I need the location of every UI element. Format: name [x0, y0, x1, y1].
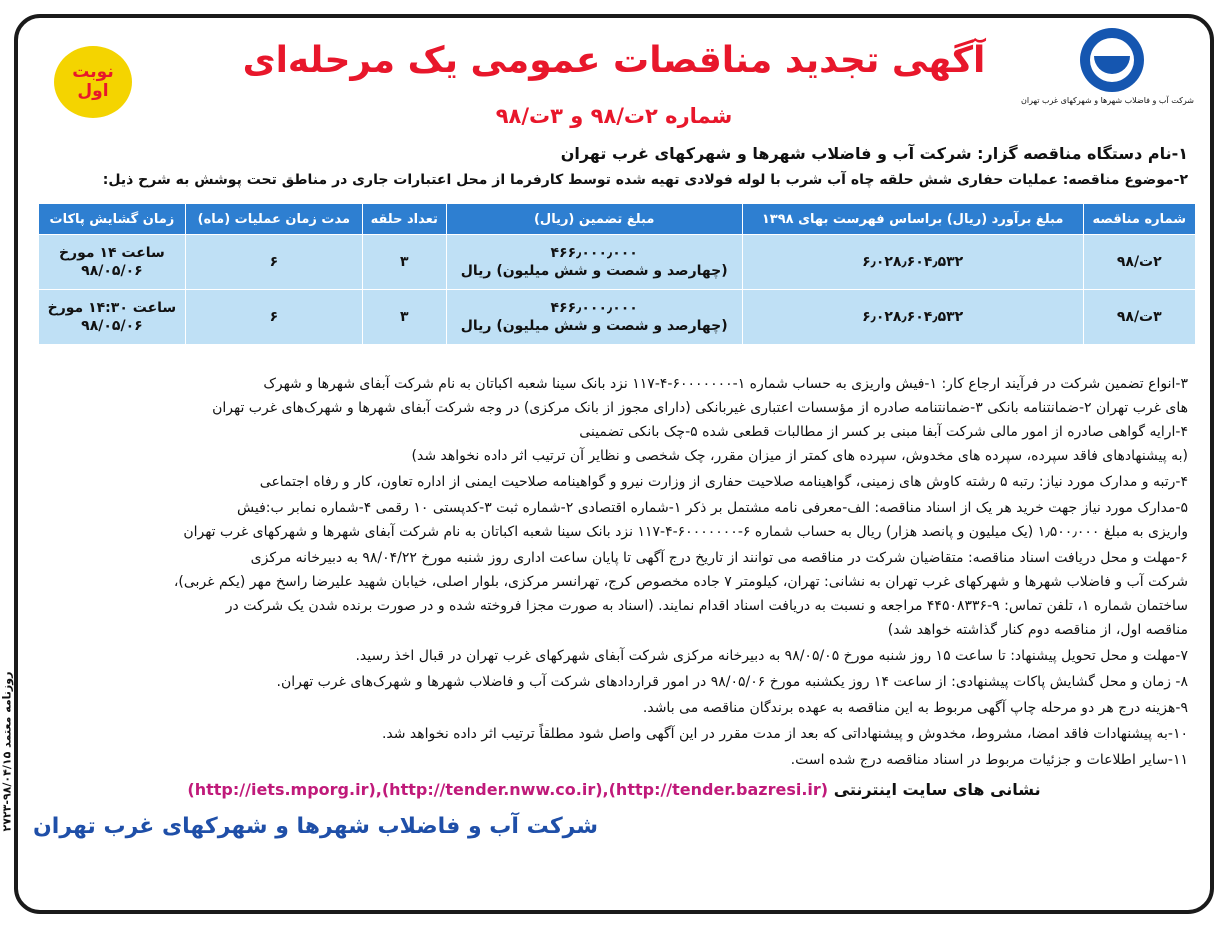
item-11: ۱۱-سایر اطلاعات و جزئیات مربوط در اسناد مناقصه درج شده است.: [790, 752, 1188, 768]
table-header-row: [39, 204, 1196, 235]
footer-company-name: شرکت آب و فاضلاب شهرها و شهرکهای غرب تهران: [33, 814, 598, 839]
item-9: ۹-هزینه درج هر دو مرحله چاپ آگهی مربوط به این مناقصه به عهده برندگان مناقصه می باشد.: [642, 700, 1188, 716]
ad-frame: [14, 14, 1214, 914]
water-drop-logo-icon: [1080, 28, 1144, 92]
item-4: ۴-رتبه و مدارک مورد نیاز: رتبه ۵ رشته کاوش های زمینی، گواهینامه صلاحیت حفاری از وزارت نیرو و گواهینامه صلاحیت ایمنی از اداره تعاون، کار و رفاه اجتماعی: [259, 474, 1188, 490]
cell-rings: ۳: [362, 290, 446, 345]
ad-subtitle: شماره ۲ت/۹۸ و ۳ت/۹۸: [495, 104, 733, 128]
opening-date: ۹۸/۰۵/۰۶: [81, 318, 143, 334]
company-logo: [1021, 28, 1194, 128]
col-header: زمان گشایش پاکات: [39, 204, 186, 235]
guarantee-amount: ۴۶۶٫۰۰۰٫۰۰۰: [550, 300, 638, 316]
col-header: تعداد حلقه: [362, 204, 446, 235]
col-header: مبلغ تضمین (ریال): [446, 204, 742, 235]
opening-time: ساعت ۱۴ مورخ: [58, 245, 165, 261]
item-3-line3: ۴-ارایه گواهی صادره از امور مالی شرکت آبفا مبنی بر کسر از مطالبات قطعی شده ۵-چک بانکی تضمینی: [579, 424, 1188, 440]
website-links: [168, 780, 1060, 799]
item-6-line1: ۶-مهلت و محل دریافت اسناد مناقصه: متقاضیان شرکت در مناقصه می توانند از تاریخ درج آگهی تا پایان ساعت اداری روز شنبه مورخ ۹۸/۰۴/۲۲ به دبیرخانه مرکزی: [250, 550, 1188, 566]
item-6-line2: شرکت آب و فاضلاب شهرها و شهرکهای غرب تهران به نشانی: تهران، کیلومتر ۷ جاده مخصوص کرج، تهرانسر مرکزی، بلوار اصلی، خیابان شهید علیرضا راسخ مهر (یکم غربی)،: [173, 574, 1188, 590]
opening-time: ساعت ۱۴:۳۰ مورخ: [47, 300, 177, 316]
guarantee-amount: ۴۶۶٫۰۰۰٫۰۰۰: [550, 245, 638, 261]
side-note: روزنامه معتمد ۹۸/۰۴/۱۵-۲۷۲۳: [0, 671, 14, 832]
cell-opening: [39, 290, 186, 345]
item-5-line2: واریزی به مبلغ ۱٫۵۰۰٫۰۰۰ (یک میلیون و پانصد هزار) ریال به حساب شماره ۶-۶۰۰۰۰۰۰۰-۴-۱۱۷ نزد بانک سینا شعبه اکباتان به نام شرکت آبفای شهرها و شهرکهای غرب تهران: [183, 524, 1188, 540]
table-row: [39, 290, 1196, 345]
cell-guarantee: [446, 290, 742, 345]
item-3-line1: ۳-انواع تضمین شرکت در فرآیند ارجاع کار: ۱-فیش واریزی به حساب شماره ۱-۶۰۰۰۰۰۰۰-۴-۱۱۷ نزد بانک سینا شعبه اکباتان به نام شرکت آبفای شهرها و شهرک: [263, 376, 1188, 392]
cell-months: ۶: [185, 235, 362, 290]
cell-rings: ۳: [362, 235, 446, 290]
item-3-line4: (به پیشنهادهای فاقد سپرده، سپرده های مخدوش، سپرده های کمتر از میزان مقرر، چک شخصی و نظایر آن ترتیب اثر داده نخواهد شد): [411, 448, 1188, 464]
item-2: ۲-موضوع مناقصه: عملیات حفاری شش حلقه چاه آب شرب با لوله فولادی تهیه شده توسط کارفرما از محل اعتبارات جاری در مناطق تحت پوشش به شرح ذیل:: [102, 172, 1188, 188]
cell-guarantee: [446, 235, 742, 290]
opening-date: ۹۸/۰۵/۰۶: [81, 263, 143, 279]
logo-caption: شرکت آب و فاضلاب شهرها و شهرکهای غرب تهران: [1021, 96, 1194, 105]
guarantee-words: (چهارصد و شصت و شش میلیون) ریال: [460, 263, 728, 279]
cell-tender-no: ۲ت/۹۸: [1083, 235, 1195, 290]
table-row: [39, 235, 1196, 290]
item-3-line2: های غرب تهران ۲-ضمانتنامه بانکی ۳-ضمانتنامه صادره از مؤسسات اعتباری غیربانکی (دارای مجوز از بانک مرکزی) در وجه شرکت آبفای شهرها و شهرک‌های غرب تهران: [212, 400, 1188, 416]
cell-tender-no: ۳ت/۹۸: [1083, 290, 1195, 345]
guarantee-words: (چهارصد و شصت و شش میلیون) ریال: [460, 318, 728, 334]
col-header: شماره مناقصه: [1083, 204, 1195, 235]
cell-opening: [39, 235, 186, 290]
side-strip: [2, 600, 16, 910]
item-7: ۷-مهلت و محل تحویل پیشنهاد: تا ساعت ۱۵ روز شنبه مورخ ۹۸/۰۵/۰۵ به دبیرخانه مرکزی شرکت آبفای شهرکهای غرب تهران در قبال اخذ رسید.: [355, 648, 1188, 664]
first-round-badge: [54, 46, 132, 118]
badge-line1: نوبت: [72, 62, 114, 83]
col-header: مدت زمان عملیات (ماه): [185, 204, 362, 235]
item-10: ۱۰-به پیشنهادات فاقد امضا، مشروط، مخدوش و پیشنهاداتی که بعد از مدت مقرر در این آگهی واصل شود مطلقاً ترتیب اثر داده نخواهد شد.: [381, 726, 1188, 742]
item-8: ۸- زمان و محل گشایش پاکات پیشنهادی: از ساعت ۱۴ روز یکشنبه مورخ ۹۸/۰۵/۰۶ در امور قراردادهای شرکت آب و فاضلاب شهرها و شهرک‌های غرب تهران.: [276, 674, 1188, 690]
col-header: مبلغ برآورد (ریال) براساس فهرست بهای ۱۳۹۸: [742, 204, 1083, 235]
item-5-line1: ۵-مدارک مورد نیاز جهت خرید هر یک از اسناد مناقصه: الف-معرفی نامه مشتمل بر ذکر ۱-شماره اقتصادی ۲-شماره ثبت ۳-کدپستی ۱۰ رقمی ۴-شماره نمابر ب:فیش: [237, 500, 1188, 516]
item-6-line3: ساختمان شماره ۱، تلفن تماس: ۹-۴۴۵۰۸۳۳۶ مراجعه و نسبت به دریافت اسناد اقدام نمایند. (اسناد به صورت مجزا فروخته شده و در صورت برنده شدن یک شرکت در: [225, 598, 1188, 614]
cell-months: ۶: [185, 290, 362, 345]
cell-estimate: ۶٫۰۲۸٫۶۰۴٫۵۳۲: [742, 290, 1083, 345]
tender-table: [38, 203, 1196, 345]
cell-estimate: ۶٫۰۲۸٫۶۰۴٫۵۳۲: [742, 235, 1083, 290]
website-links-label: نشانی های سایت اینترنتی: [833, 780, 1041, 799]
website-links-urls[interactable]: (http://tender.bazresi.ir),(http://tender.nww.co.ir),(http://iets.mporg.ir): [187, 780, 829, 799]
item-1: ۱-نام دستگاه مناقصه گزار: شرکت آب و فاضلاب شهرها و شهرکهای غرب تهران: [560, 144, 1188, 163]
badge-line2: اول: [77, 81, 109, 101]
item-6-line4: مناقصه اول، از مناقصه دوم کنار گذاشته خواهد شد): [887, 622, 1188, 638]
ad-title: آگهی تجدید مناقصات عمومی یک مرحله‌ای: [242, 40, 986, 81]
